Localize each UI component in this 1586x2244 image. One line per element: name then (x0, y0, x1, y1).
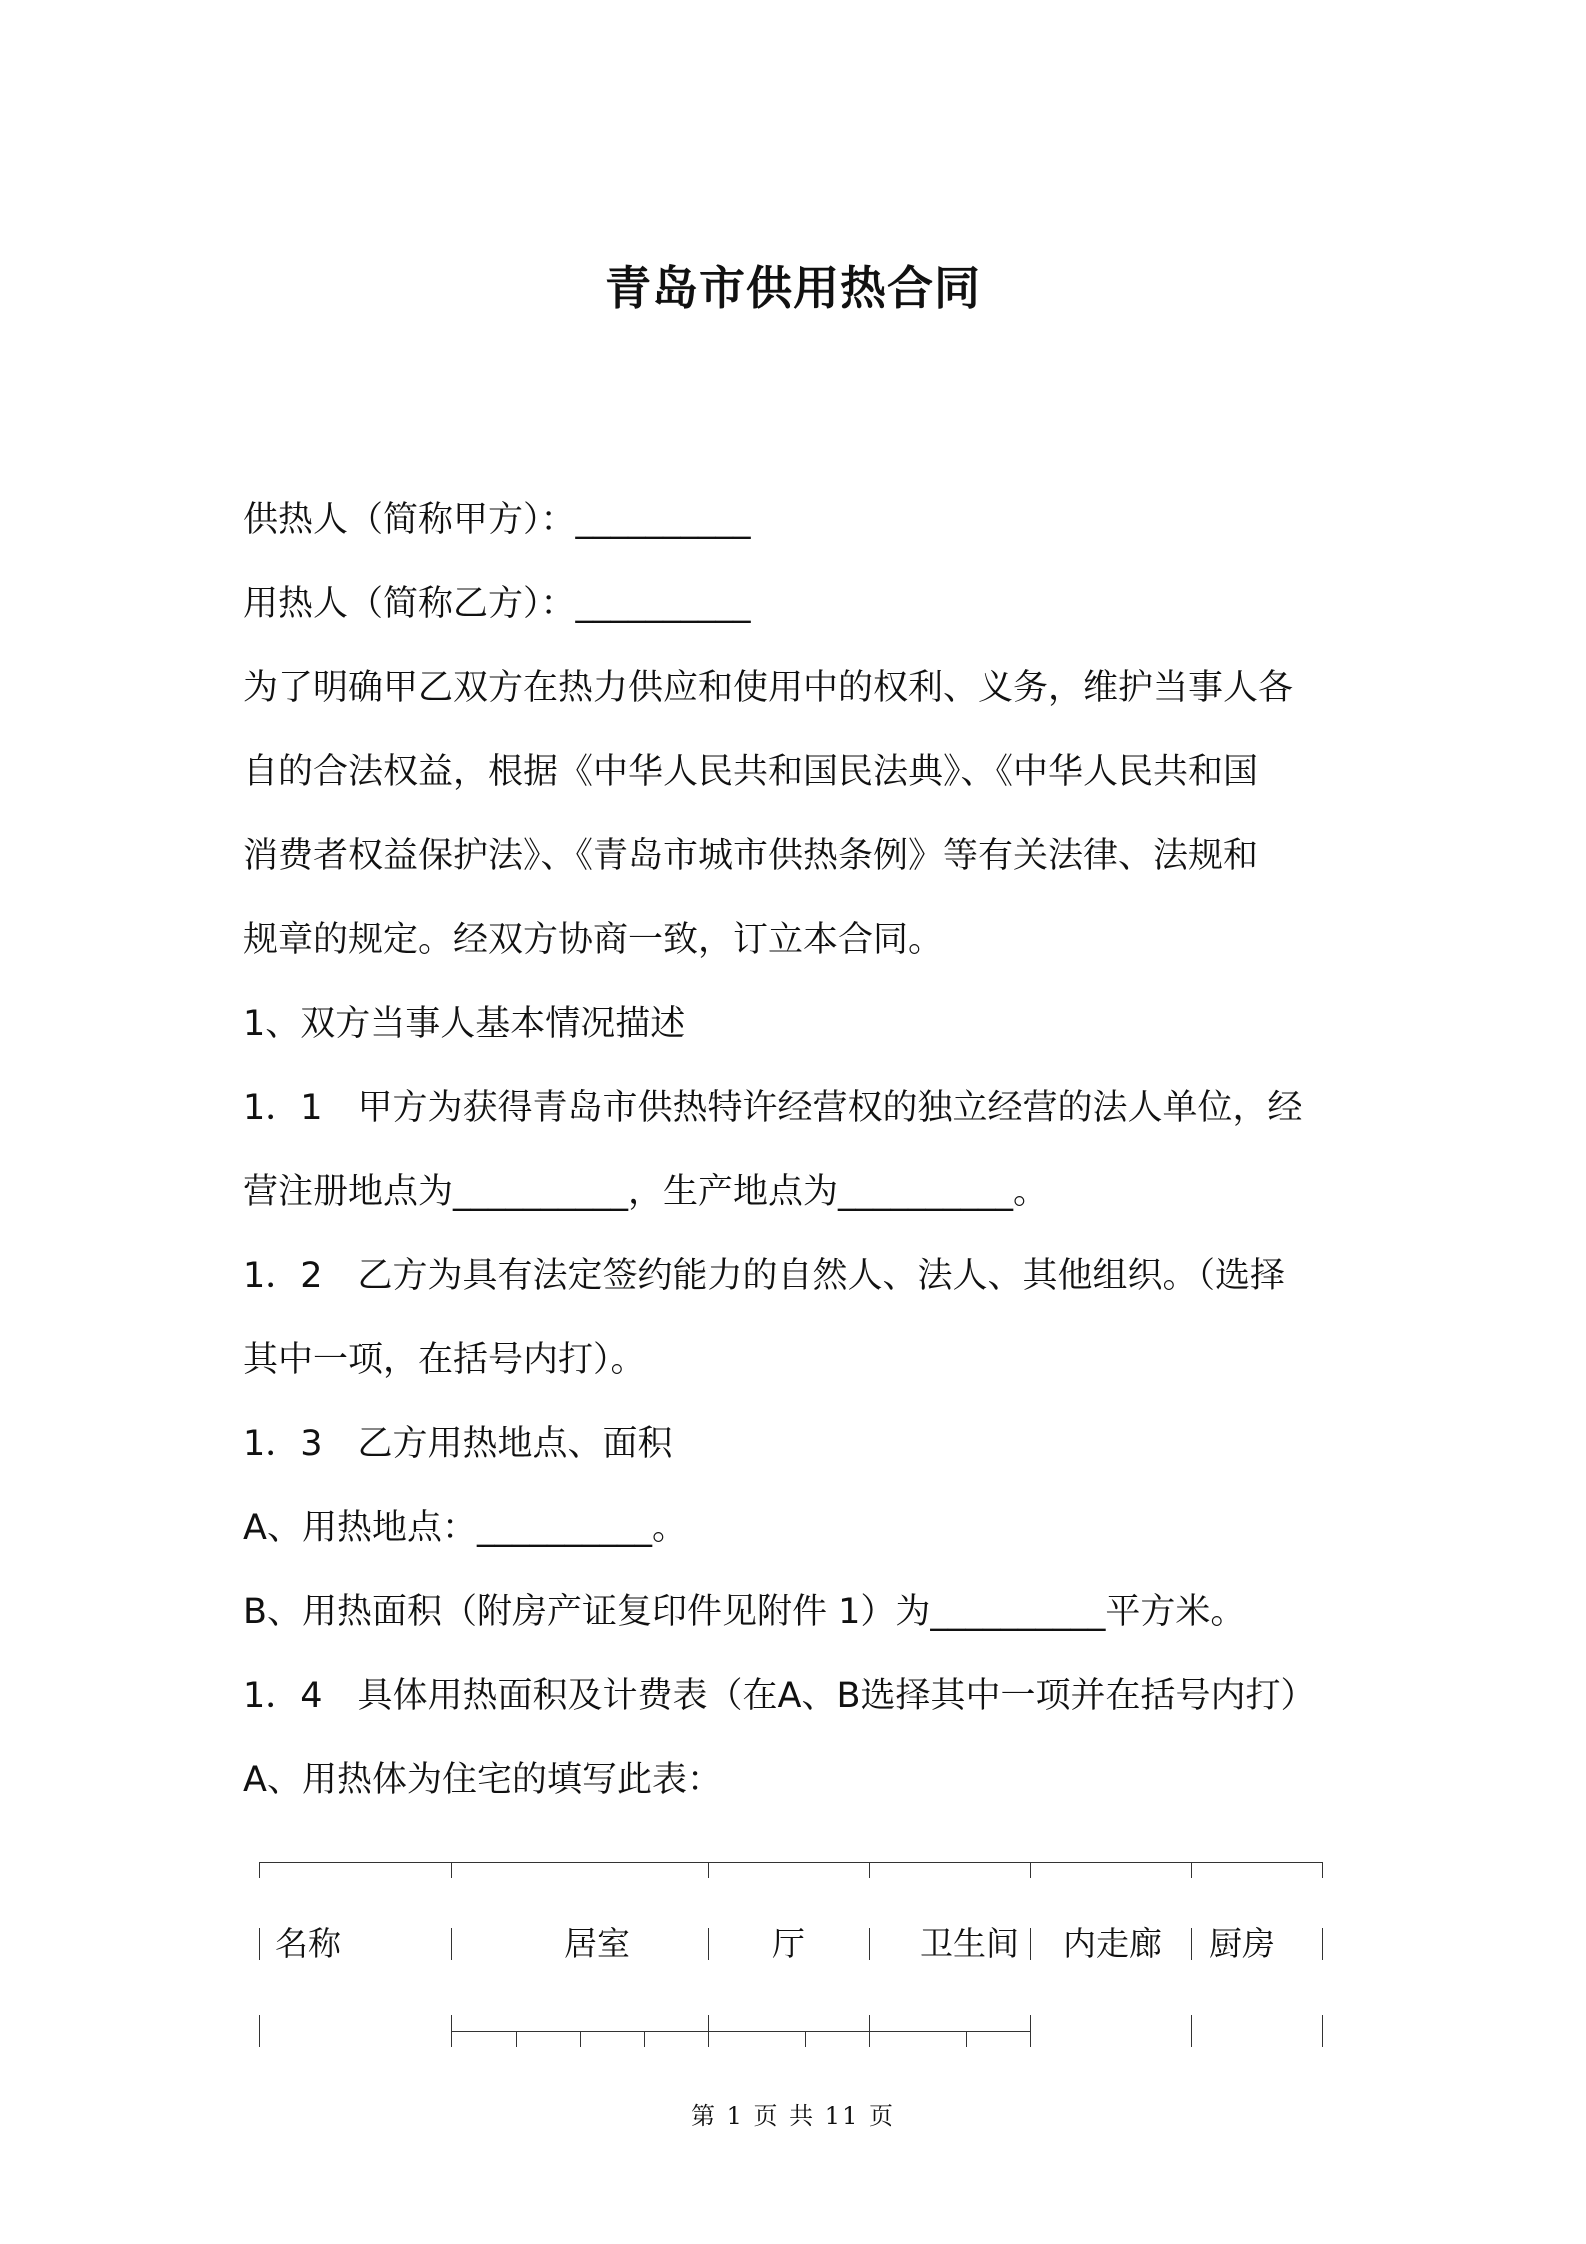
table-header-corridor: 内走廊 (1063, 1924, 1162, 1963)
table-col-separator (1191, 2015, 1192, 2047)
table-col-separator (1030, 1928, 1031, 1960)
table-tick (1191, 1862, 1192, 1878)
table-col-separator (1030, 2015, 1031, 2047)
table-sub-tick (966, 2031, 967, 2047)
table-tick (869, 1862, 870, 1878)
table-header-bathroom: 卫生间 (920, 1924, 1019, 1963)
table-tick (1030, 1862, 1031, 1878)
table-col-separator (869, 1928, 870, 1960)
table-col-separator (451, 1928, 452, 1960)
table-col-separator (1191, 1928, 1192, 1960)
document-title: 青岛市供用热合同 (605, 261, 981, 315)
table-col-separator (259, 2015, 260, 2047)
table-subheader-rule (451, 2031, 1030, 2032)
table-sub-tick (805, 2031, 806, 2047)
table-tick (259, 1862, 260, 1878)
clause-line: B、用热面积（附房产证复印件见附件 1）为__________平方米。 (243, 1592, 1246, 1632)
table-col-separator (1322, 1928, 1323, 1960)
clause-line: A、用热体为住宅的填写此表： (243, 1760, 722, 1800)
preamble-line: 消费者权益保护法》、《青岛市城市供热条例》等有关法律、法规和 (243, 836, 1259, 876)
clause-line: 1．3 乙方用热地点、面积 (243, 1424, 673, 1464)
clause-line: 其中一项，在括号内打）。 (243, 1340, 646, 1380)
table-col-separator (708, 1928, 709, 1960)
party-b-line: 用热人（简称乙方）：__________ (243, 584, 751, 624)
section-heading: 1、双方当事人基本情况描述 (243, 1004, 686, 1044)
table-top-border (259, 1862, 1323, 1863)
table-col-separator (1322, 2015, 1323, 2047)
table-tick (451, 1862, 452, 1878)
table-tick (1322, 1862, 1323, 1878)
table-header-kitchen: 厨房 (1209, 1924, 1275, 1963)
clause-line: 1．2 乙方为具有法定签约能力的自然人、法人、其他组织。（选择 (243, 1256, 1286, 1296)
clause-line: 1．1 甲方为获得青岛市供热特许经营权的独立经营的法人单位，经 (243, 1088, 1303, 1128)
table-tick (708, 1862, 709, 1878)
clause-line: A、用热地点：__________。 (243, 1508, 687, 1548)
table-sub-tick (644, 2031, 645, 2047)
clause-line: 1．4 具体用热面积及计费表（在A、B选择其中一项并在括号内打） (243, 1676, 1316, 1716)
table-sub-tick (580, 2031, 581, 2047)
preamble-line: 规章的规定。经双方协商一致，订立本合同。 (243, 920, 944, 960)
table-col-separator (259, 1928, 260, 1960)
table-header-hall: 厅 (772, 1924, 805, 1963)
preamble-line: 自的合法权益，根据《中华人民共和国民法典》、《中华人民共和国 (243, 752, 1259, 792)
table-sub-tick (516, 2031, 517, 2047)
table-header-bedroom: 居室 (564, 1924, 630, 1963)
table-header-name: 名称 (275, 1924, 341, 1963)
clause-line: 营注册地点为__________，生产地点为__________。 (243, 1172, 1049, 1212)
party-a-line: 供热人（简称甲方）：__________ (243, 500, 751, 540)
page-footer: 第 1 页 共 11 页 (691, 2102, 895, 2130)
preamble-line: 为了明确甲乙双方在热力供应和使用中的权利、义务，维护当事人各 (243, 668, 1294, 708)
